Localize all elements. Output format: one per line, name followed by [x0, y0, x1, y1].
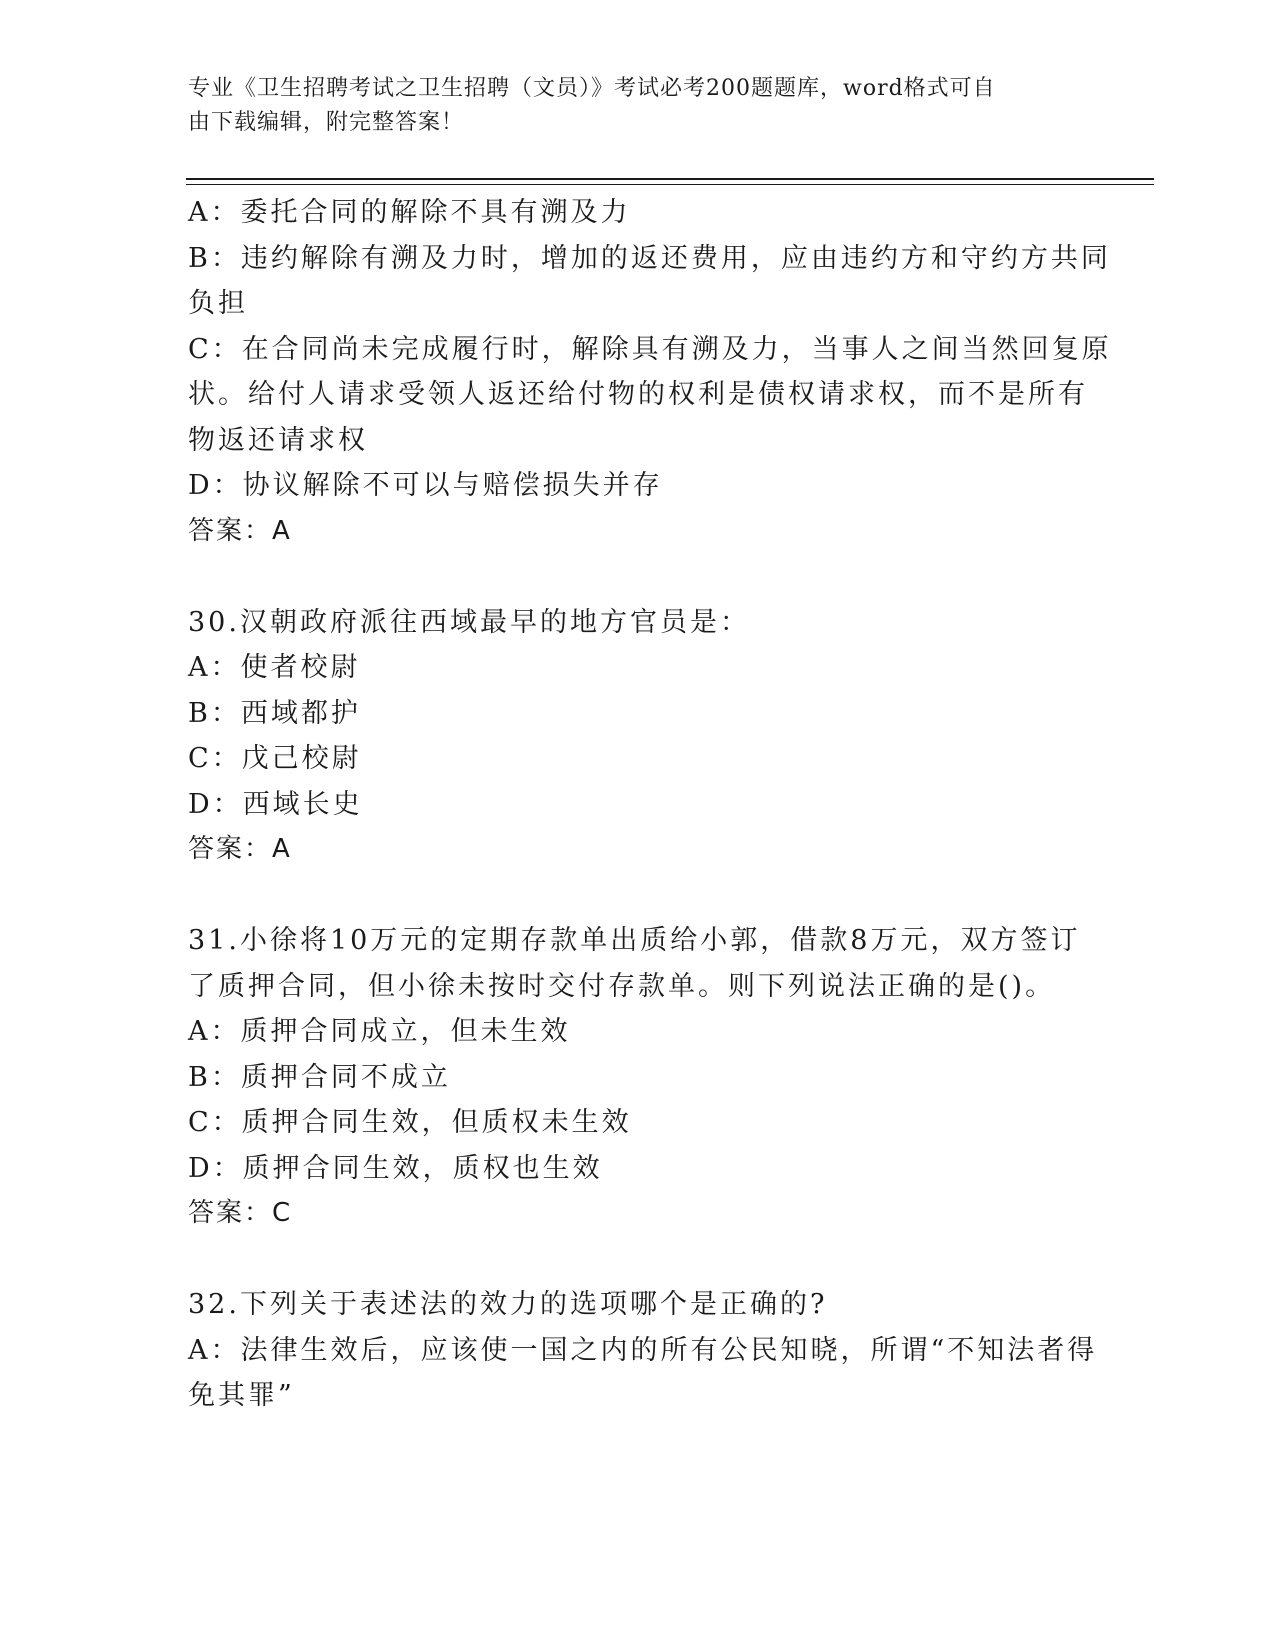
header-divider-thin	[186, 184, 1154, 185]
option-d: D：协议解除不可以与赔偿损失并存	[188, 470, 663, 501]
option-c: C：在合同尚未完成履行时，解除具有溯及力，当事人之间当然回复原	[188, 333, 1112, 365]
question-32	[188, 1282, 1098, 1419]
option-c-cont: 状。给付人请求受领人返还给付物的权利是债权请求权，而不是所有	[188, 379, 1088, 410]
option-d: D：西域长史	[188, 788, 363, 820]
option-c: C：质押合同生效，但质权未生效	[188, 1107, 632, 1138]
option-b: B：西域都护	[188, 697, 361, 729]
option-d: D：质押合同生效，质权也生效	[188, 1152, 603, 1184]
option-b-cont: 负担	[188, 288, 248, 319]
option-c-cont: 物返还请求权	[188, 424, 368, 456]
question-31	[188, 918, 1088, 1237]
question-stem: 32.下列关于表述法的效力的选项哪个是正确的?	[188, 1289, 828, 1320]
option-c: C：戊己校尉	[188, 743, 362, 774]
answer-label: 答案：A	[188, 515, 292, 546]
option-a: A：使者校尉	[188, 652, 361, 683]
question-stem: 30.汉朝政府派往西域最早的地方官员是：	[188, 606, 750, 638]
question-list	[188, 190, 1112, 1419]
option-a: A：质押合同成立，但未生效	[188, 1016, 571, 1047]
answer-label: 答案：A	[188, 834, 292, 864]
question-stem-cont: 了质押合同，但小徐未按时交付存款单。则下列说法正确的是()。	[188, 970, 1056, 1002]
option-a: A：法律生效后，应该使一国之内的所有公民知晓，所谓“不知法者得	[188, 1334, 1098, 1366]
header-line-2: 由下载编辑，附完整答案！	[188, 110, 465, 135]
question-stem: 31.小徐将10万元的定期存款单出质给小郭，借款8万元，双方签订	[188, 925, 1081, 956]
option-a-cont: 免其罪”	[188, 1380, 295, 1411]
option-b: B：违约解除有溯及力时，增加的返还费用，应由违约方和守约方共同	[188, 242, 1111, 274]
answer-label: 答案：C	[188, 1198, 293, 1228]
document-header	[188, 72, 1068, 140]
header-line-1: 专业《卫生招聘考试之卫生招聘（文员）》考试必考200题题库，word格式可自	[188, 76, 996, 101]
header-divider-thick	[186, 178, 1154, 180]
question-29	[188, 190, 1112, 554]
option-a: A：委托合同的解除不具有溯及力	[188, 197, 631, 228]
option-b: B：质押合同不成立	[188, 1061, 451, 1093]
question-30	[188, 600, 1088, 873]
